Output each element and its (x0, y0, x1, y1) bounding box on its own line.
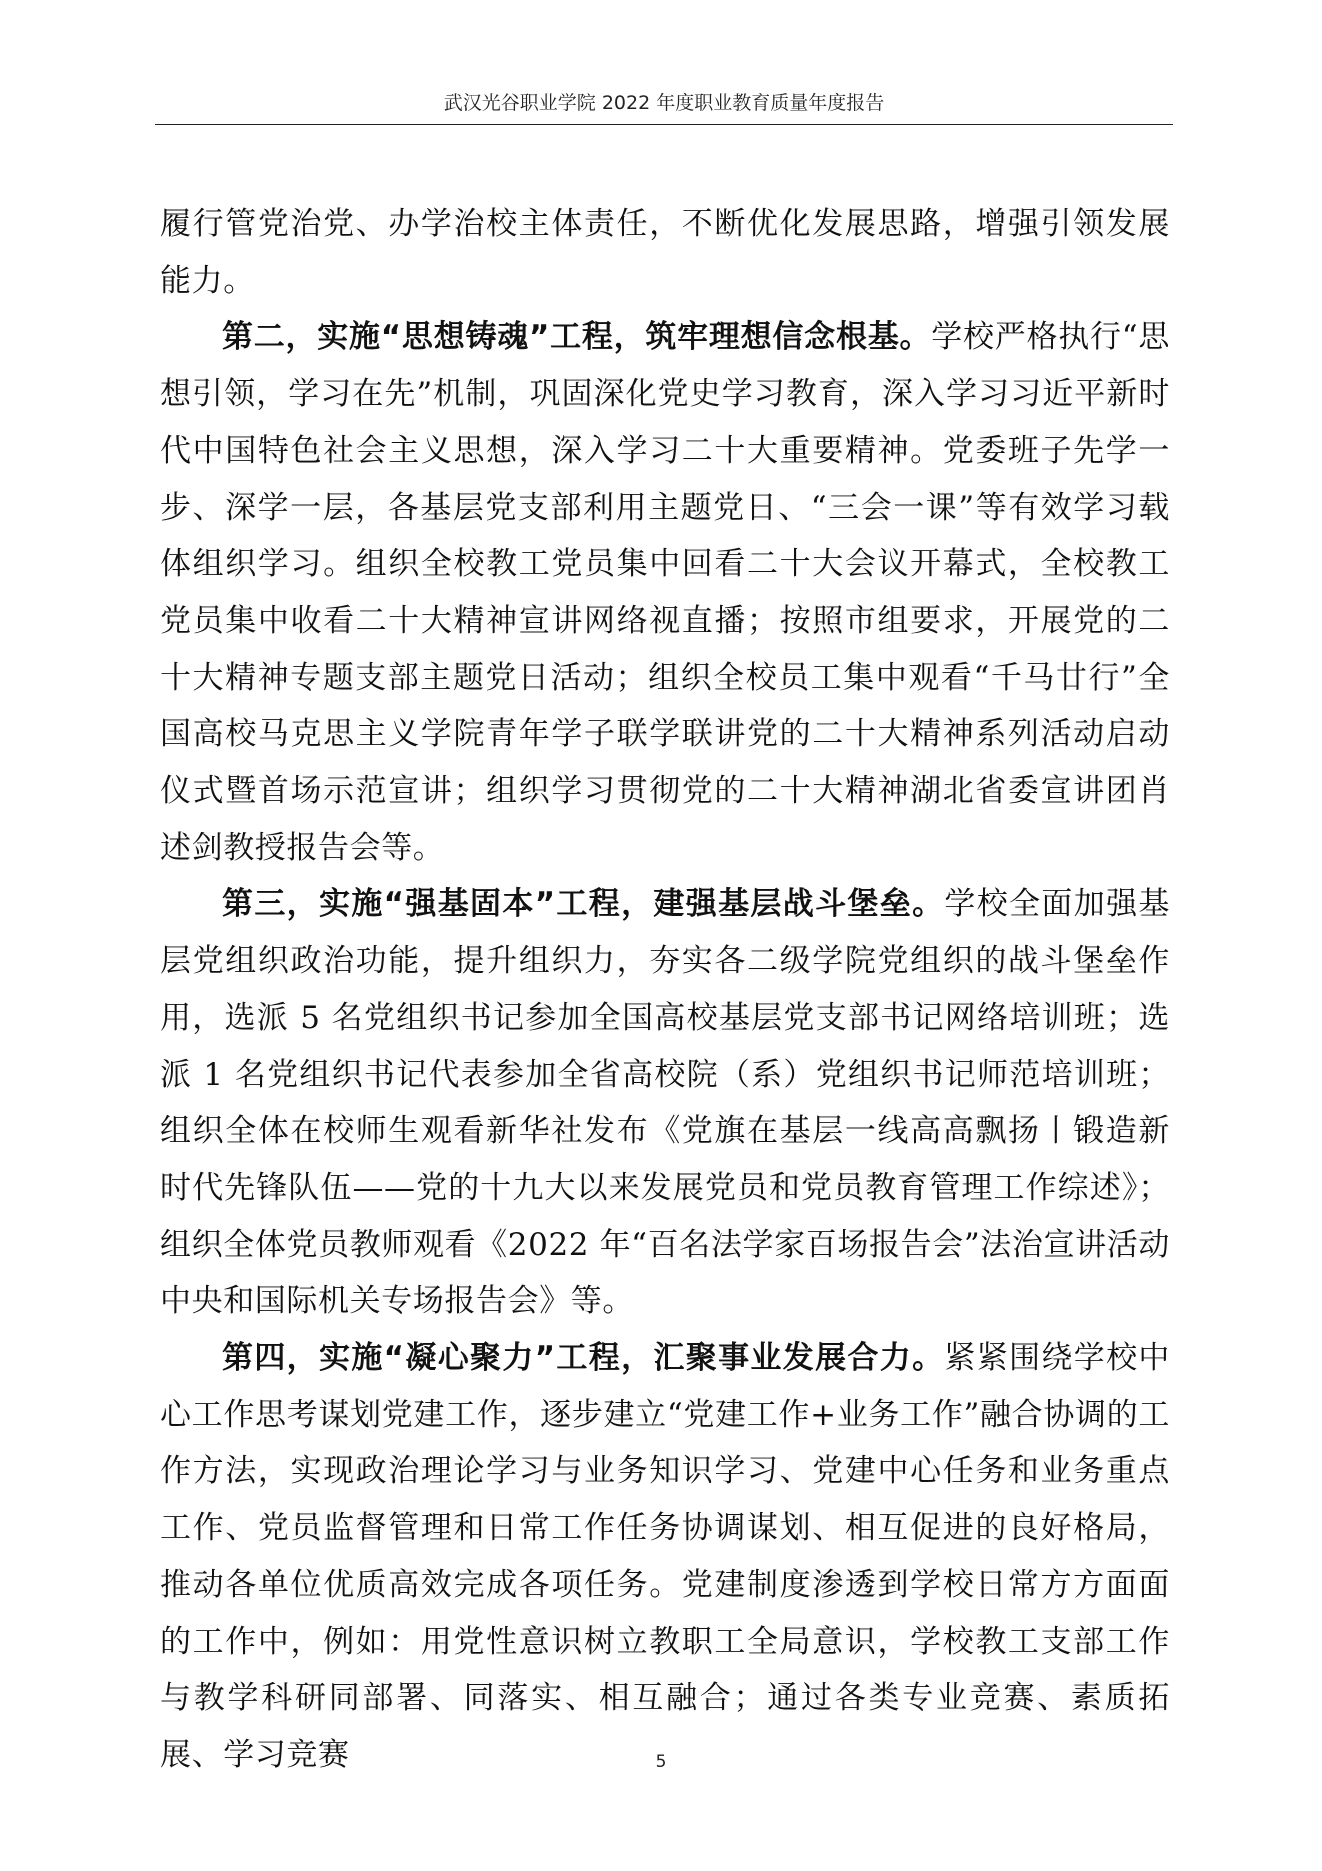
page-number: 5 (655, 1752, 667, 1772)
paragraph-continuation (160, 196, 1170, 309)
paragraph-text: 学校全面加强基层党组织政治功能，提升组织力，夯实各二级学院党组织的战斗堡垒作用，选派 5 名党组织书记参加全国高校基层党支部书记网络培训班；选派 1 名党组织书记代表参加全省高校院（系）党组织书记师范培训班；组织全体在校师生观看新华社发布《党旗在基层一线高高飘扬丨锻造新时代先锋队伍——党的十九大以来发展党员和党员教育管理工作综述》；组织全体党员教师观看《2022 年“百名法学家百场报告会”法治宣讲活动中央和国际机关专场报告会》等。 (160, 886, 1171, 1320)
header-divider (155, 124, 1173, 125)
paragraph-foundation-project (160, 876, 1170, 1330)
paragraph-text: 紧紧围绕学校中心工作思考谋划党建工作，逐步建立“党建工作+业务工作”融合协调的工作方法，实现政治理论学习与业务知识学习、党建中心任务和业务重点工作、党员监督管理和日常工作任务协调谋划、相互促进的良好格局，推动各单位优质高效完成各项任务。党建制度渗透到学校日常方方面面的工作中，例如：用党性意识树立教职工全局意识，学校教工支部工作与教学科研同部署、同落实、相互融合；通过各类专业竞赛、素质拓展、学习竞赛 (160, 1340, 1171, 1773)
paragraph-text: 履行管党治党、办学治校主体责任，不断优化发展思路，增强引领发展能力。 (160, 206, 1170, 299)
body-text (160, 196, 1170, 1784)
paragraph-heading: 第二，实施“思想铸魂”工程，筑牢理想信念根基。 (222, 319, 932, 356)
paragraph-heading: 第四，实施“凝心聚力”工程，汇聚事业发展合力。 (222, 1340, 945, 1377)
paragraph-heading: 第三，实施“强基固本”工程，建强基层战斗堡垒。 (222, 886, 945, 923)
paragraph-text: 学校严格执行“思想引领，学习在先”机制，巩固深化党史学习教育，深入学习习近平新时代中国特色社会主义思想，深入学习二十大重要精神。党委班子先学一步、深学一层，各基层党支部利用主题党日、“三会一课”等有效学习载体组织学习。组织全校教工党员集中回看二十大会议开幕式，全校教工党员集中收看二十大精神宣讲网络视直播；按照市组要求，开展党的二十大精神专题支部主题党日活动；组织全校员工集中观看“千马廿行”全国高校马克思主义学院青年学子联学联讲党的二十大精神系列活动启动仪式暨首场示范宣讲；组织学习贯彻党的二十大精神湖北省委宣讲团肖述剑教授报告会等。 (160, 319, 1171, 866)
paragraph-thought-project (160, 309, 1170, 876)
paragraph-cohesion-project (160, 1330, 1170, 1784)
running-header: 武汉光谷职业学院 2022 年度职业教育质量年度报告 (443, 92, 885, 114)
